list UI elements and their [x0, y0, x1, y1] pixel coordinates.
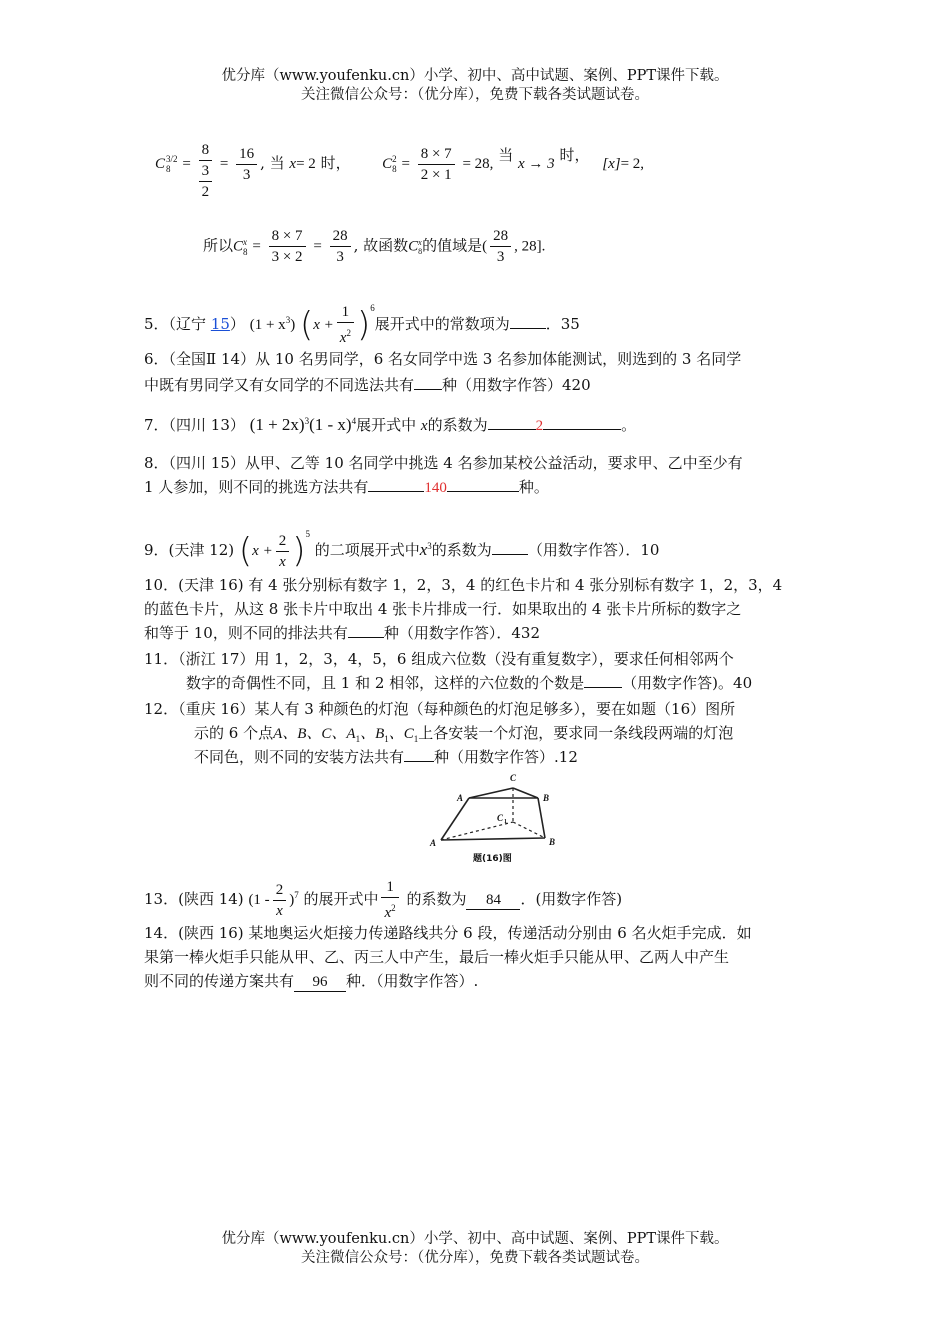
edge-b-b1	[538, 798, 545, 838]
intro-text-2: 时，	[315, 154, 351, 172]
intro2-frac-2: $\frac{28}{3}$	[330, 226, 351, 267]
intro-floor: [x]	[602, 156, 621, 172]
fig-label-a: A	[457, 793, 464, 803]
question-7: 7．（四川 13） $(1 + 2x)^3(1 - x)^4$展开式中 x的系数为 2 。	[144, 415, 637, 434]
fig-label-a1: A	[430, 838, 437, 848]
fig-label-c: C	[510, 773, 517, 783]
q9-frac: $\frac{2}{x}$	[276, 531, 290, 572]
fig-label-b1: B	[549, 837, 556, 847]
intro-text-4: 当	[498, 146, 514, 164]
fig-caption: 题(16)图	[473, 854, 512, 864]
edge-a-c	[469, 788, 513, 798]
intro-text-3: = 28,	[462, 156, 494, 172]
question-12-line-3: 不同色，则不同的安装方法共有 种（用数字作答）.12	[194, 748, 578, 766]
question-8-line-1: 8．（四川 15）从甲、乙等 10 名同学中挑选 4 名参加某校公益活动，要求甲、乙中至少有	[144, 454, 743, 472]
q5-link[interactable]: 15	[210, 315, 230, 333]
header-line-1: 优分库（www.youfenku.cn）小学、初中、高中试题、案例、PPT课件下载。	[221, 68, 729, 84]
q5-frac: $\frac{1}{x^2}$	[337, 302, 354, 348]
intro-eq3: = 2	[296, 156, 316, 172]
intro-frac-1: 8 3 2	[199, 140, 213, 202]
question-13: 13．(陕西 14) (1 - $\frac{2}{x}$ )$^7$ 的展开式中 $\frac{1}{x^2}$ 的系数为 84 ．(用数字作答)	[144, 879, 623, 921]
question-10-line-3: 和等于 10，则不同的排法共有 种（用数字作答）．432	[144, 624, 540, 642]
intro-text-5: 时，	[559, 146, 590, 164]
q12-answer-blank	[404, 761, 434, 762]
q5-answer-blank	[510, 328, 546, 329]
intro-c-sup: 3/2	[166, 154, 178, 164]
question-6-line-1: 6．（全国Ⅱ 14）从 10 名男同学，6 名女同学中选 3 名参加体能测试，则选到的 3 名同学	[144, 350, 742, 368]
q14-answer: 96	[294, 973, 346, 992]
question-10-line-2: 的蓝色卡片，从这 8 张卡片中取出 4 张卡片排成一行．如果取出的 4 张卡片所标的数字之	[144, 600, 742, 618]
intro2-text-3: 的值域是	[422, 236, 483, 255]
question-12-line-2: 示的 6 个点A、B、C、$A_1$、$B_1$、$C_1$上各安装一个灯泡，要求同一条线段两端的灯泡	[194, 724, 734, 744]
intro-frac-2: $\frac{16}{3}$	[236, 144, 257, 185]
intro2-text-2: , 故函数	[353, 236, 409, 255]
q13-frac-1: $\frac{2}{x}$	[273, 880, 287, 921]
intro-c-sub: 8	[166, 164, 171, 174]
intro-x: x	[289, 156, 297, 172]
question-8-line-2: 1 人参加，则不同的挑选方法共有 140 种。	[144, 478, 549, 496]
question-9: 9．(天津 12) (x + $\frac{2}{x}$ )$^5$ 的二项展开式中$x^3$的系数为 （用数字作答）．10	[144, 529, 660, 571]
q10-answer-blank	[348, 637, 384, 638]
question-11-line-1: 11．（浙江 17）用 1，2，3，4，5，6 组成六位数（没有重复数字），要求任何相邻两个	[144, 650, 734, 668]
q8-answer: 140	[424, 480, 447, 496]
header-line-2: 关注微信公众号：（优分库），免费下载各类试题试卷。	[301, 87, 649, 103]
q6-answer-blank	[414, 389, 442, 390]
edge-a1-b1	[441, 838, 545, 840]
question-10-line-1: 10．(天津 16) 有 4 张分别标有数字 1，2，3，4 的红色卡片和 4 张分别标有数字 1，2，3，4	[144, 576, 783, 594]
q13-frac-2: $\frac{1}{x^2}$	[381, 877, 398, 923]
intro-eq2: =	[219, 156, 229, 172]
intro-line-1: C 3/2 8 = 8 3 2 = $\frac{16}{3}$ , 当 x= 2 时， C 2 8 = $\frac{8 \times 7}{2 \times 1}$ = 28, 当 x → 3 时， [x]= 2,	[155, 142, 645, 200]
intro-text-1: , 当	[260, 154, 285, 172]
edge-c-b	[513, 788, 538, 798]
intro2-text-4: , 28].	[514, 238, 546, 255]
intro-c2: C	[382, 156, 393, 172]
fig-label-c1-sub: 1	[504, 819, 507, 825]
q13-answer: 84	[466, 891, 520, 910]
intro-frac-3: $\frac{8 \times 7}{2 \times 1}$	[418, 144, 455, 185]
q11-answer-blank	[584, 687, 622, 688]
footer-line-2: 关注微信公众号：（优分库），免费下载各类试题试卷。	[301, 1250, 649, 1266]
intro-line-2: 所以C x 8 = $\frac{8 \times 7}{3 \times 2}$ = $\frac{28}{3}$ , 故函数C x 8 的值域是( $\frac{28}{3}$ , 28].	[203, 228, 546, 265]
footer-line-1: 优分库（www.youfenku.cn）小学、初中、高中试题、案例、PPT课件下载。	[221, 1231, 729, 1247]
intro2-frac-1: $\frac{8 \times 7}{3 \times 2}$	[269, 226, 306, 267]
intro-text-6: = 2,	[620, 156, 645, 172]
q9-answer-blank	[492, 554, 528, 555]
question-11-line-2: 数字的奇偶性不同，且 1 和 2 相邻，这样的六位数的个数是 （用数字作答)。40	[186, 674, 753, 692]
intro-eq1: =	[182, 156, 191, 172]
question-12-line-1: 12．（重庆 16）某人有 3 种颜色的灯泡（每种颜色的灯泡足够多），要在如题（16）图所	[144, 700, 736, 718]
question-14-line-2: 果第一棒火炬手只能从甲、乙、丙三人中产生，最后一棒火炬手只能从甲、乙两人中产生	[144, 948, 730, 966]
intro-c: C	[155, 156, 166, 172]
q7-answer: 2	[535, 418, 544, 434]
question-14-line-3: 则不同的传递方案共有 96 种．（用数字作答）.	[144, 972, 479, 990]
intro-arrow: x → 3	[518, 156, 555, 172]
question-6-line-2: 中既有男同学又有女同学的不同选法共有 种（用数字作答）420	[144, 376, 591, 394]
fig-label-c1: C	[497, 813, 504, 823]
intro2-frac-3: $\frac{28}{3}$	[490, 226, 511, 267]
fig-label-b: B	[543, 793, 550, 803]
q12-figure	[425, 770, 565, 866]
intro2-text-1: 所以	[203, 236, 234, 255]
edge-c1-b1	[513, 822, 545, 838]
question-5: 5．（辽宁 15） $(1 + x^3)$ (x + $\frac{1}{x^2}$ )$^6$展开式中的常数项为 ．35	[144, 303, 580, 346]
question-14-line-1: 14．(陕西 16) 某地奥运火炬接力传递路线共分 6 段，传递活动分别由 6 名火炬手完成．如	[144, 924, 752, 942]
